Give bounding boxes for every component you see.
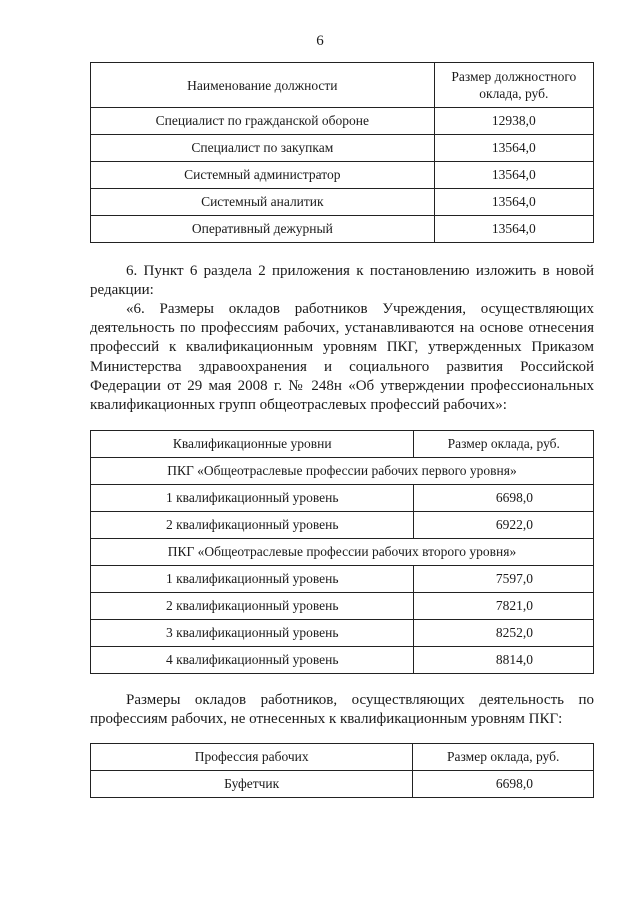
table-row — [91, 162, 594, 189]
cell-salary: 6698,0 — [414, 485, 594, 512]
header-salary: Размер оклада, руб. — [414, 431, 594, 458]
table-row — [91, 216, 594, 243]
cell-position: Системный администратор — [91, 162, 435, 189]
cell-salary: 8814,0 — [414, 647, 594, 674]
table-row — [91, 647, 594, 674]
table-row — [91, 108, 594, 135]
group-row — [91, 458, 594, 485]
cell-salary: 13564,0 — [434, 162, 593, 189]
cell-salary: 8252,0 — [414, 620, 594, 647]
paragraph-text: «6. Размеры окладов работников Учреждения, осуществляющих деятельность по профессиям рабочих, устанавливаются на основе отнесения профессий к квалификационным уровням ПКГ, утвержденных Приказом Министерства здравоохранения и социального развития Российской Федерации от 29 мая 2008 г. № 248н «Об утверждении профессиональных квалификационных групп общеотраслевых профессий рабочих»: — [90, 301, 594, 414]
cell-salary: 13564,0 — [434, 216, 593, 243]
cell-salary: 12938,0 — [434, 108, 593, 135]
qualification-salary-table — [90, 430, 594, 674]
group-title: ПКГ «Общеотраслевые профессии рабочих первого уровня» — [91, 458, 594, 485]
cell-salary: 13564,0 — [434, 135, 593, 162]
cell-position: Системный аналитик — [91, 189, 435, 216]
header-level: Квалификационные уровни — [91, 431, 414, 458]
cell-salary: 6698,0 — [413, 771, 594, 798]
cell-level: 1 квалификационный уровень — [91, 566, 414, 593]
profession-salary-table — [90, 743, 594, 798]
table-header-row — [91, 744, 594, 771]
cell-level: 1 квалификационный уровень — [91, 485, 414, 512]
table-row — [91, 566, 594, 593]
table-row — [91, 189, 594, 216]
cell-level: 3 квалификационный уровень — [91, 620, 414, 647]
cell-salary: 7597,0 — [414, 566, 594, 593]
cell-level: 2 квалификационный уровень — [91, 512, 414, 539]
table-row — [91, 771, 594, 798]
table-row — [91, 135, 594, 162]
cell-salary: 7821,0 — [414, 593, 594, 620]
group-title: ПКГ «Общеотраслевые профессии рабочих второго уровня» — [91, 539, 594, 566]
header-salary: Размер оклада, руб. — [413, 744, 594, 771]
header-position: Наименование должности — [91, 63, 435, 108]
paragraph-item-6-text — [90, 300, 594, 415]
paragraph-other-professions — [90, 691, 594, 729]
table-row — [91, 620, 594, 647]
header-salary: Размер должностного оклада, руб. — [434, 63, 593, 108]
table-row — [91, 593, 594, 620]
cell-level: 2 квалификационный уровень — [91, 593, 414, 620]
table-header-row — [91, 431, 594, 458]
cell-level: 4 квалификационный уровень — [91, 647, 414, 674]
table-header-row — [91, 63, 594, 108]
table-row — [91, 512, 594, 539]
cell-position: Специалист по гражданской обороне — [91, 108, 435, 135]
position-salary-table — [90, 62, 594, 243]
table-row — [91, 485, 594, 512]
header-profession: Профессия рабочих — [91, 744, 413, 771]
cell-position: Специалист по закупкам — [91, 135, 435, 162]
group-row — [91, 539, 594, 566]
cell-position: Оперативный дежурный — [91, 216, 435, 243]
paragraph-item-6-intro — [90, 262, 594, 300]
paragraph-text: 6. Пункт 6 раздела 2 приложения к постановлению изложить в новой редакции: — [90, 263, 594, 299]
cell-profession: Буфетчик — [91, 771, 413, 798]
cell-salary: 13564,0 — [434, 189, 593, 216]
cell-salary: 6922,0 — [414, 512, 594, 539]
paragraph-text: Размеры окладов работников, осуществляющих деятельность по профессиям рабочих, не отнесенных к квалификационным уровням ПКГ: — [90, 692, 594, 728]
page-number: 6 — [316, 33, 324, 49]
